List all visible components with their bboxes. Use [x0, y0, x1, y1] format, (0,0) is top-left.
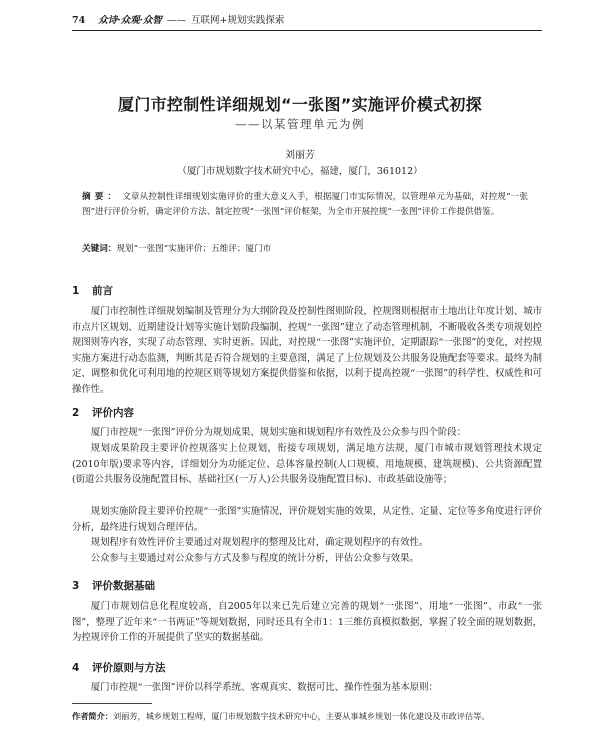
journal-name: 众诗·众观·众智	[98, 15, 162, 26]
abstract-label: 摘要：	[82, 192, 121, 202]
author-note	[72, 710, 542, 722]
column-name: 互联网+规划实践探索	[190, 15, 285, 26]
article-title: 厦门市控制性详细规划“一张图”实施评价模式初探	[118, 95, 482, 114]
section-title: 评价原则与方法	[92, 662, 166, 674]
paragraph-eval-implementation: 规划实施阶段主要评价控规“一张图”实施情况，评价规划实施的效果，从定性、定量、定位等多角度进行评价分析，最终进行规划合理评估。	[72, 506, 542, 533]
section-number: 1	[72, 285, 80, 297]
author-note-label: 作者简介：	[72, 711, 113, 721]
running-head-separator: ——	[166, 15, 186, 26]
abstract	[82, 190, 528, 220]
author-note-text: 刘丽芳，城乡规划工程师，厦门市规划数字技术研究中心，主要从事城乡规划一体化建设及市政评估等。	[112, 711, 490, 721]
keywords	[82, 242, 528, 257]
paragraph-data-basis: 厦门市规划信息化程度较高，自2005年以来已先后建立完善的规划“一张图”、用地“一张图”、市政“一张图”，整理了近年来“一书两证”等规划数据，同时还具有全市1：1三维仿真模拟数据，掌握了较全面的规划数据，为控规评价工作的开展提供了坚实的数据基础。	[72, 601, 542, 644]
footnote-rule	[72, 703, 152, 704]
paragraph-eval-procedure: 规划程序有效性评价主要通过对规划程序的整理及比对，确定规划程序的有效性。	[90, 537, 429, 548]
section-heading-1	[72, 283, 113, 298]
section-heading-2	[72, 405, 134, 420]
article-subtitle: ——以某管理单元为例	[235, 117, 365, 131]
keywords-label: 关键词：	[82, 244, 117, 254]
running-head	[72, 14, 542, 28]
author-affiliation: （厦门市规划数字技术研究中心，福建，厦门，361012）	[177, 166, 423, 177]
paragraph-principles: 厦门市控规“一张图”评价以科学系统、客观真实、数据可比、操作性强为基本原则：	[90, 682, 438, 693]
keywords-text: 规划“一张图”实施评价；五维评；厦门市	[116, 244, 272, 254]
header-rule	[72, 30, 542, 31]
section-heading-3	[72, 578, 155, 593]
abstract-text: 文章从控制性详细规划实施评价的重大意义入手，根据厦门市实际情况，以管理单元为基础，对控规“一张图”进行评价分析，确定评价方法、制定控规“一张图”评价框架，为全市开展控规“一张图”评价工作提供借鉴。	[82, 192, 528, 217]
paragraph-eval-results: 规划成果阶段主要评价控规落实上位规划，衔接专项规划，满足地方法规，厦门市城市规划管理技术规定(2010年版)要求等内容，详细划分为功能定位、总体容量控制(人口规模、用地规模、建筑规模)、公共资源配置(街道公共服务设施配置目标、基础社区(一万人)公共服务设施配置目标)、市政基础设施等；	[72, 443, 542, 486]
section-number: 4	[72, 662, 80, 674]
section-number: 2	[72, 407, 80, 419]
article-author: 刘丽芳	[285, 150, 315, 161]
paragraph-eval-public: 公众参与主要通过对公众参与方式及参与程度的统计分析，评估公众参与效果。	[90, 553, 419, 564]
page-number: 74	[72, 15, 86, 26]
section-heading-4	[72, 660, 166, 675]
section-number: 3	[72, 580, 80, 592]
section-title: 评价内容	[92, 407, 134, 419]
paragraph-intro: 厦门市控制性详细规划编制及管理分为大纲阶段及控制性图则阶段，控规图则根据市土地出让年度计划、城市市点片区规划、近期建设计划等实施计划阶段编制，控规“一张图”建立了动态管理机制，不断吸收各类专项规划控规图则等内容，实现了动态管理、实时更新。因此，对控规“一张图”实施评价，定期跟踪“一张图”的变化，对控规实施方案进行动态监测，判断其是否符合规划的主要意图，满足了上位规划及公共服务设施配套等要求。最终为制定、调整和优化可利用地的控规区则等规划方案提供借鉴和依据，以利于提高控规“一张图”的科学性、权威性和可操作性。	[72, 306, 542, 395]
section-title: 评价数据基础	[92, 580, 155, 592]
paragraph-eval-stages: 厦门市控规“一张图”评价分为规划成果、规划实施和规划程序有效性及公众参与四个阶段：	[90, 427, 467, 438]
section-title: 前言	[92, 285, 113, 297]
